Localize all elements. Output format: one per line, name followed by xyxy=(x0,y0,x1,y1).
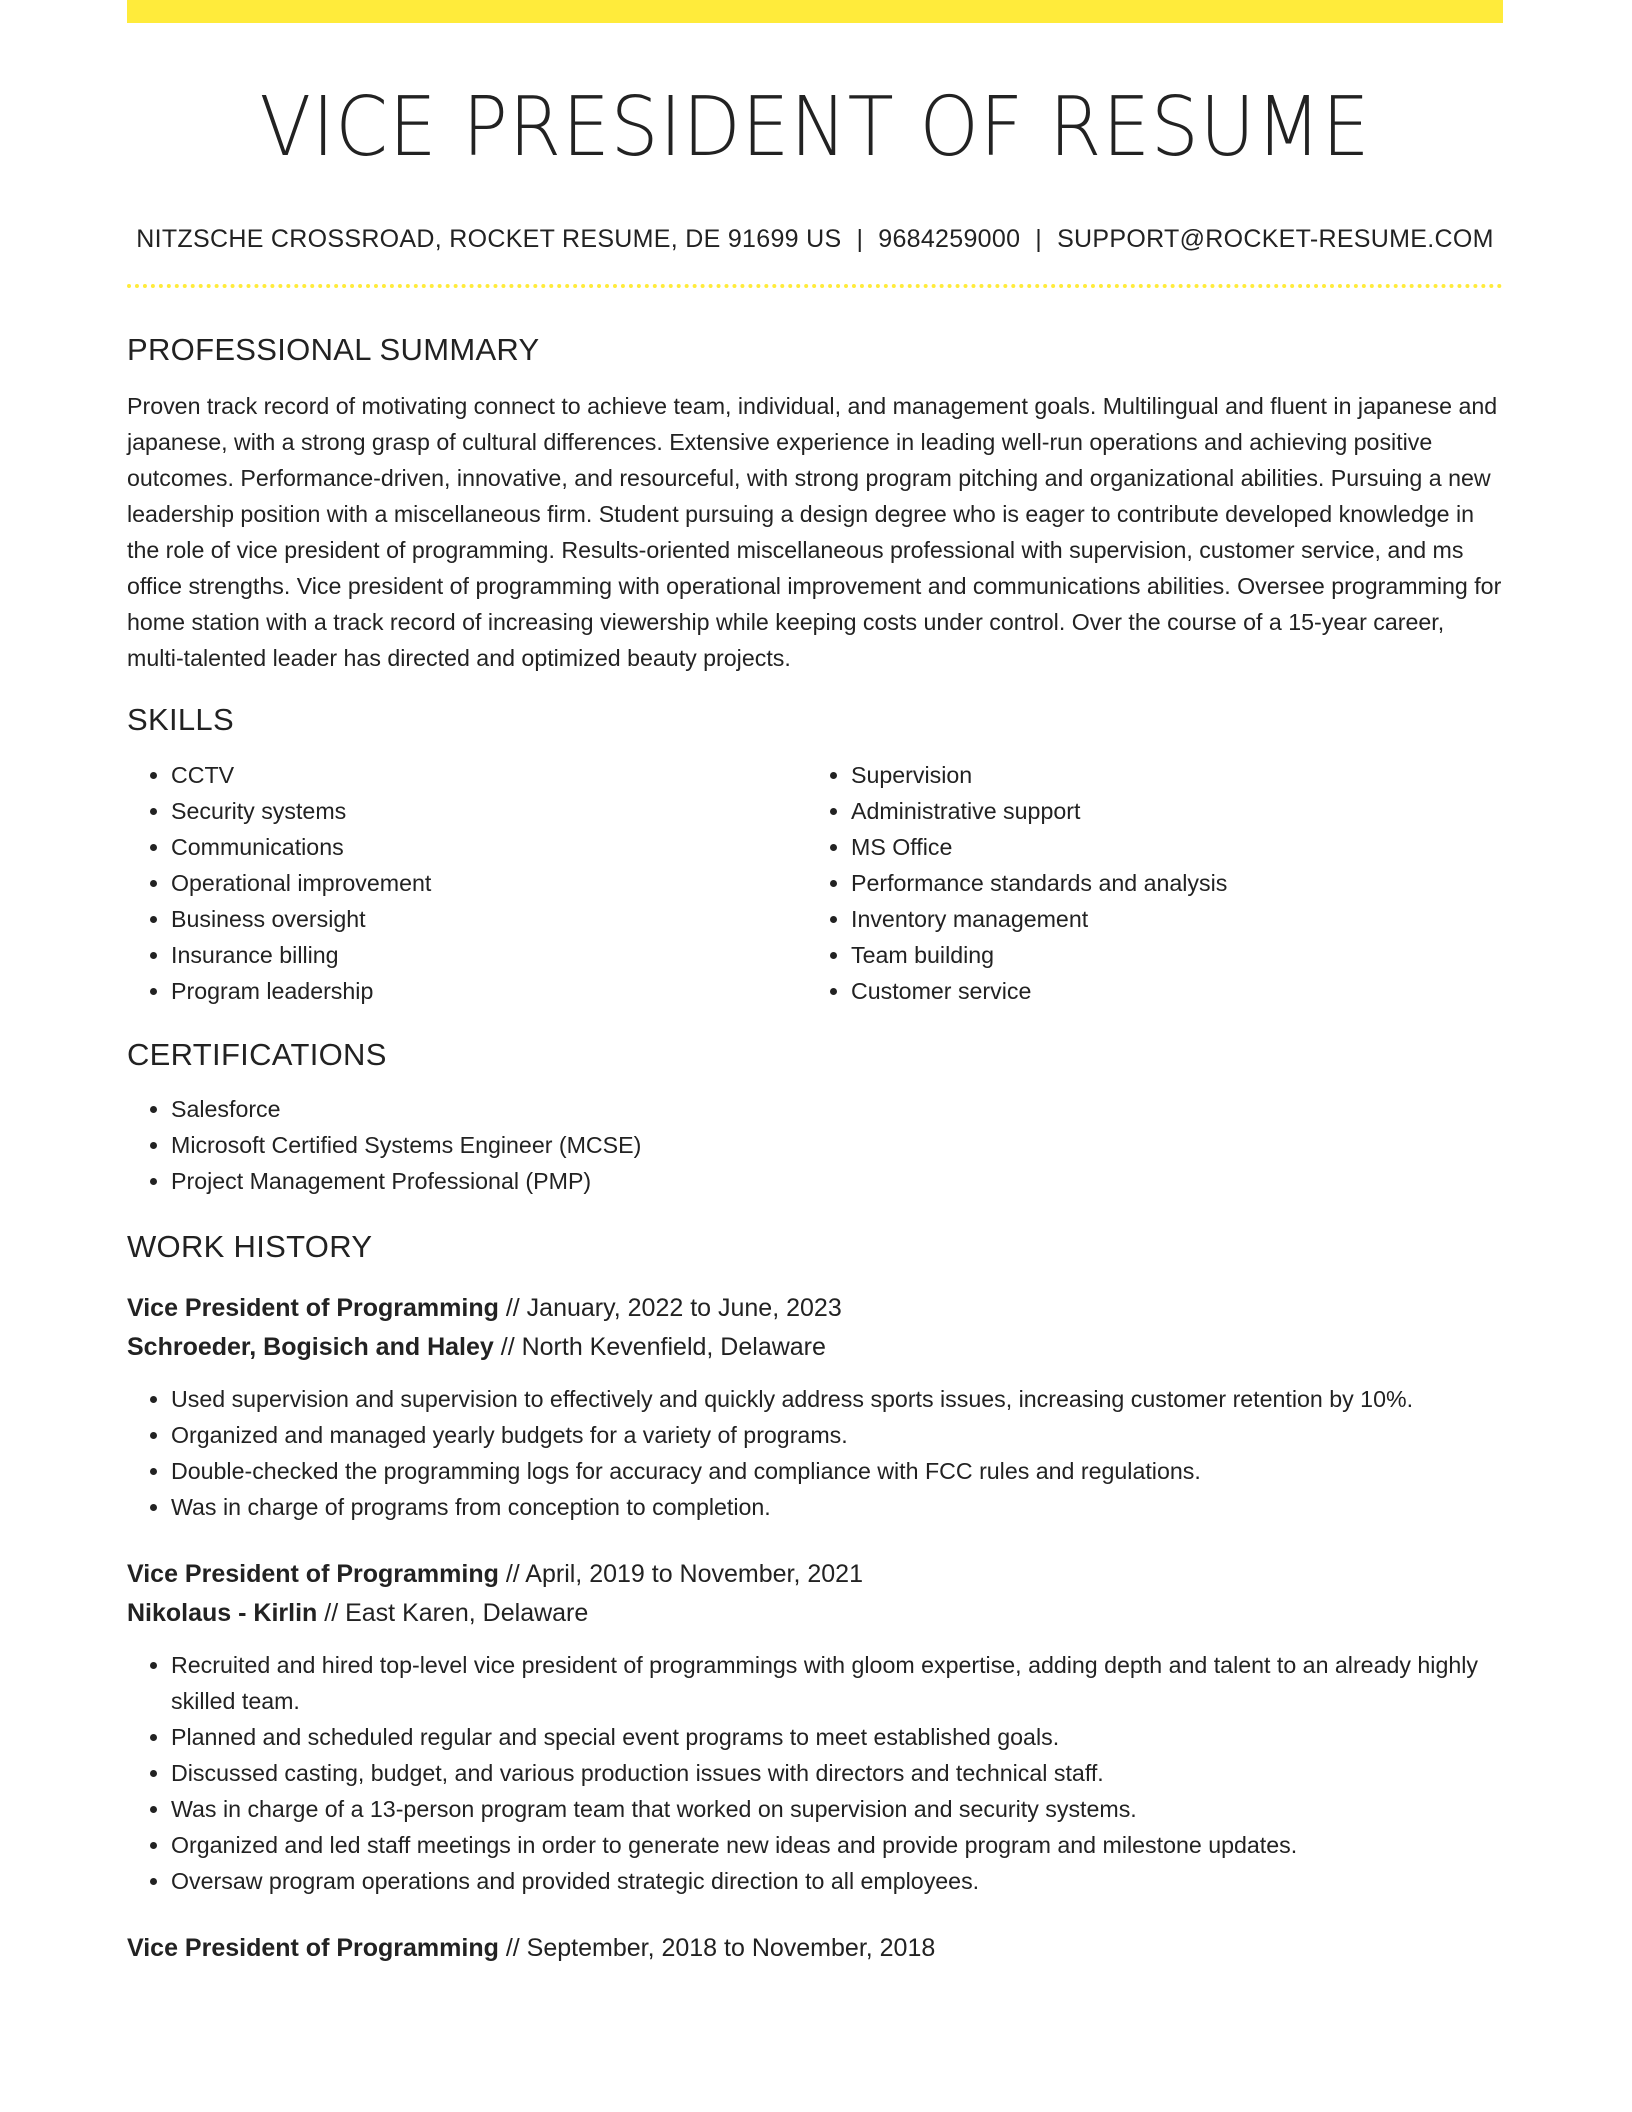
certifications-list xyxy=(127,1091,1503,1199)
skill-item: • Insurance billing xyxy=(171,937,805,973)
contact-line xyxy=(127,225,1503,254)
job-bullet: • Was in charge of a 13-person program team that worked on supervision and security systems. xyxy=(171,1791,1503,1827)
skill-item: • Security systems xyxy=(171,793,805,829)
skill-item: • Program leadership xyxy=(171,973,805,1009)
job-bullet: • Double-checked the programming logs for accuracy and compliance with FCC rules and regulations. xyxy=(171,1453,1503,1489)
skills-list-left xyxy=(127,757,805,1009)
contact-separator: | xyxy=(1035,225,1043,254)
certification-item: • Salesforce xyxy=(171,1091,1503,1127)
job-bullet: • Used supervision and supervision to effectively and quickly address sports issues, increasing customer retention by 10%. xyxy=(171,1381,1503,1417)
skill-item: • Inventory management xyxy=(851,901,1485,937)
job-bullet: • Organized and managed yearly budgets for a variety of programs. xyxy=(171,1417,1503,1453)
job-company-line xyxy=(127,1328,1503,1367)
skills-columns xyxy=(127,757,1503,1009)
skill-item: • Administrative support xyxy=(851,793,1485,829)
skill-item: • CCTV xyxy=(171,757,805,793)
resume-page xyxy=(127,0,1503,1968)
job-entry xyxy=(127,1289,1503,1525)
contact-address: NITZSCHE CROSSROAD, ROCKET RESUME, DE 91699 US xyxy=(136,225,842,254)
summary-heading: PROFESSIONAL SUMMARY xyxy=(127,332,540,368)
work-history-heading: WORK HISTORY xyxy=(127,1229,373,1265)
contact-email: SUPPORT@ROCKET-RESUME.COM xyxy=(1057,225,1494,254)
job-bullet: • Discussed casting, budget, and various production issues with directors and technical staff. xyxy=(171,1755,1503,1791)
job-role-line xyxy=(127,1555,1503,1594)
job-company: Nikolaus - Kirlin xyxy=(127,1599,318,1628)
job-entry xyxy=(127,1555,1503,1899)
job-role-line xyxy=(127,1929,1503,1968)
resume-name: VICE PRESIDENT OF RESUME xyxy=(259,80,1371,175)
contact-separator: | xyxy=(856,225,864,254)
job-role: Vice President of Programming xyxy=(127,1560,499,1589)
job-company: Schroeder, Bogisich and Haley xyxy=(127,1333,494,1362)
job-location: // North Kevenfield, Delaware xyxy=(500,1333,826,1362)
skill-item: • Supervision xyxy=(851,757,1485,793)
skills-heading: SKILLS xyxy=(127,702,234,738)
skill-item: • Operational improvement xyxy=(171,865,805,901)
job-bullet: • Planned and scheduled regular and special event programs to meet established goals. xyxy=(171,1719,1503,1755)
job-role: Vice President of Programming xyxy=(127,1294,499,1323)
job-bullet: • Organized and led staff meetings in order to generate new ideas and provide program and milestone updates. xyxy=(171,1827,1503,1863)
job-bullets xyxy=(127,1381,1503,1525)
skill-item: • MS Office xyxy=(851,829,1485,865)
job-bullets xyxy=(127,1647,1503,1899)
job-bullet: • Was in charge of programs from conception to completion. xyxy=(171,1489,1503,1525)
job-location: // East Karen, Delaware xyxy=(324,1599,589,1628)
job-dates: // September, 2018 to November, 2018 xyxy=(505,1934,936,1963)
dotted-divider xyxy=(127,284,1503,288)
summary-text: Proven track record of motivating connect to achieve team, individual, and management goals. Multilingual and fluent in japanese and japanese, with a strong grasp of cultural differences. Extensive experience in leading well-run operations and achieving positive outcomes. Performance-driven, innovative, and resourceful, with strong program pitching and organizational abilities. Pursuing a new leadership position with a miscellaneous firm. Student pursuing a design degree who is eager to contribute developed knowledge in the role of vice president of programming. Results-oriented miscellaneous professional with supervision, customer service, and ms office strengths. Vice president of programming with operational improvement and communications abilities. Oversee programming for home station with a track record of increasing viewership while keeping costs under control. Over the course of a 15-year career, multi-talented leader has directed and optimized beauty projects. xyxy=(127,393,1502,672)
certifications-heading: CERTIFICATIONS xyxy=(127,1037,387,1073)
skill-item: • Team building xyxy=(851,937,1485,973)
job-dates: // January, 2022 to June, 2023 xyxy=(505,1294,842,1323)
certification-item: • Microsoft Certified Systems Engineer (MCSE) xyxy=(171,1127,1503,1163)
job-role: Vice President of Programming xyxy=(127,1934,499,1963)
job-bullet: • Oversaw program operations and provided strategic direction to all employees. xyxy=(171,1863,1503,1899)
accent-top-bar xyxy=(127,0,1503,23)
skills-list-right xyxy=(805,757,1485,1009)
job-entry xyxy=(127,1929,1503,1968)
job-bullet: • Recruited and hired top-level vice president of programmings with gloom expertise, adding depth and talent to an already highly skilled team. xyxy=(171,1647,1503,1719)
skill-item: • Communications xyxy=(171,829,805,865)
skill-item: • Performance standards and analysis xyxy=(851,865,1485,901)
job-role-line xyxy=(127,1289,1503,1328)
skill-item: • Business oversight xyxy=(171,901,805,937)
job-dates: // April, 2019 to November, 2021 xyxy=(505,1560,863,1589)
contact-phone: 9684259000 xyxy=(878,225,1021,254)
certification-item: • Project Management Professional (PMP) xyxy=(171,1163,1503,1199)
skill-item: • Customer service xyxy=(851,973,1485,1009)
job-company-line xyxy=(127,1594,1503,1633)
